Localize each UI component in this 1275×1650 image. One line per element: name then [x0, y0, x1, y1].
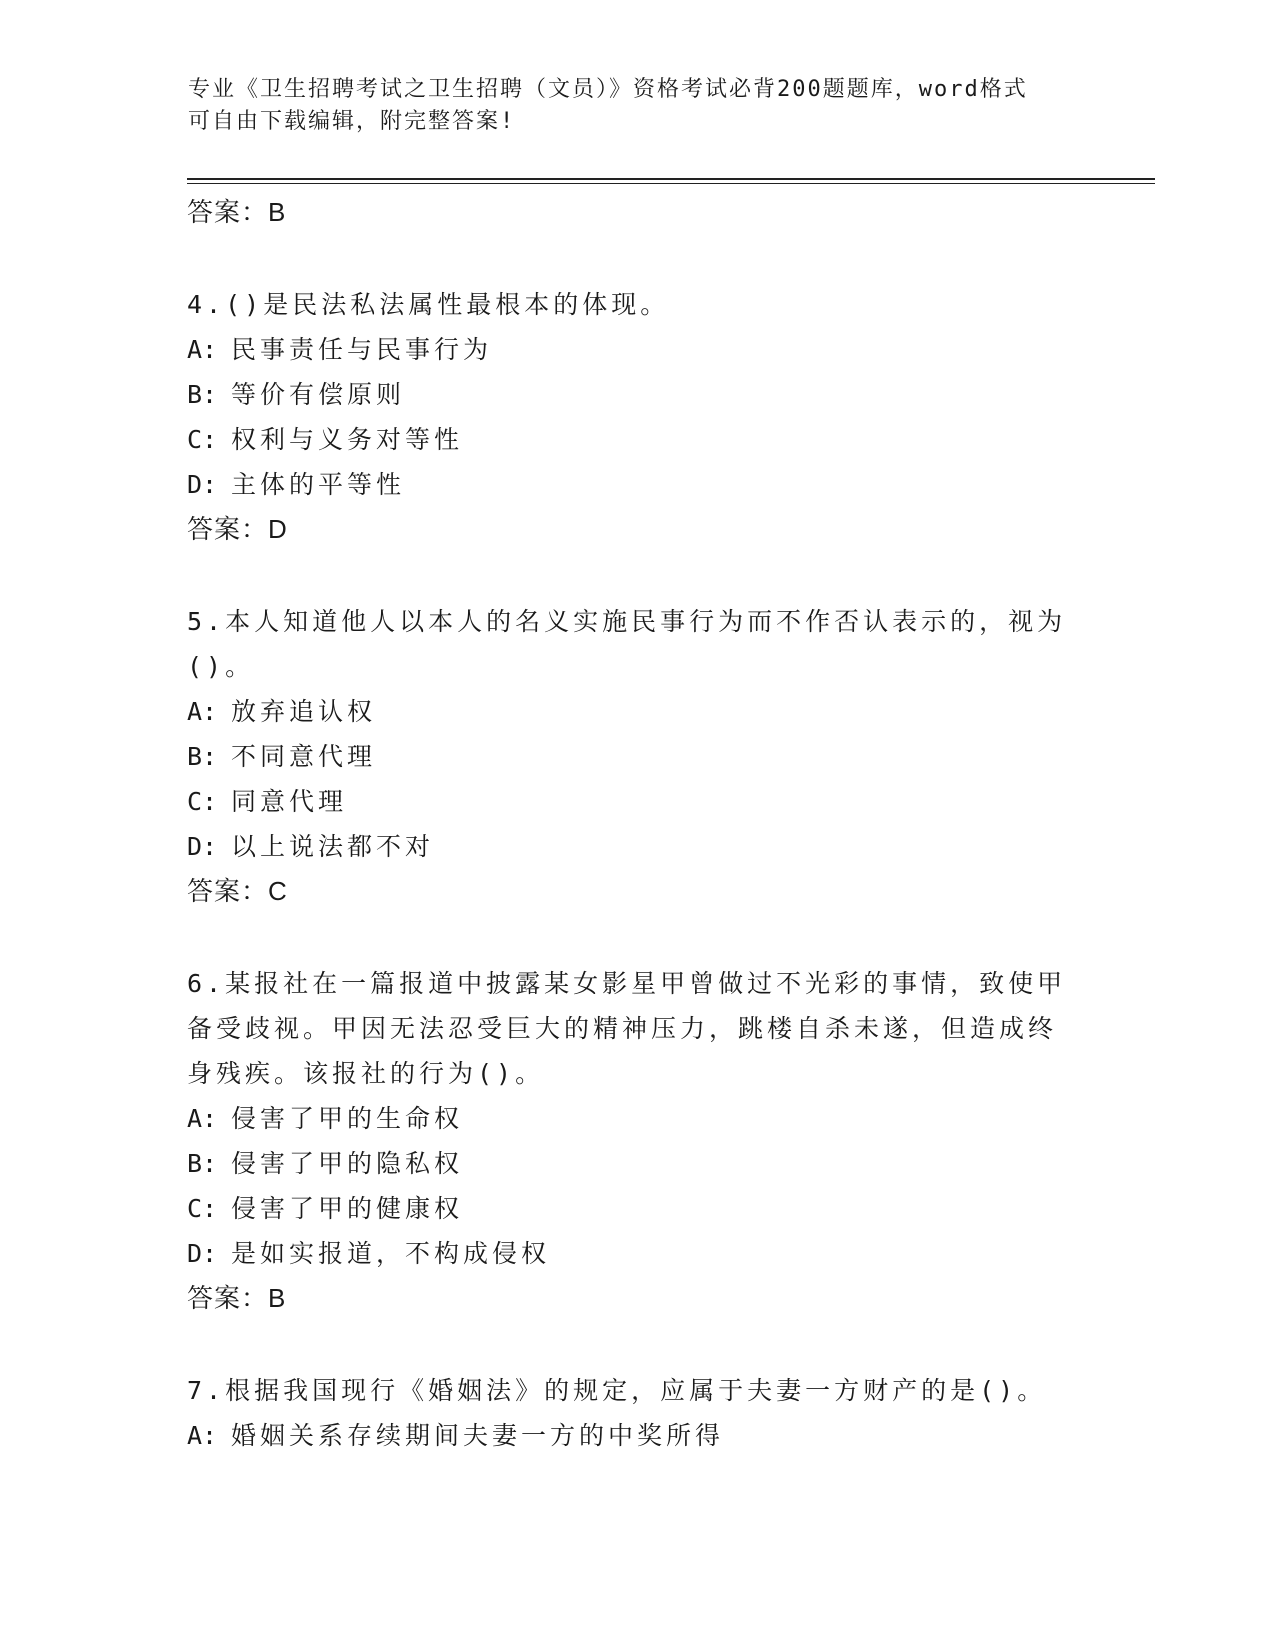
option-d — [187, 824, 1067, 869]
question-stem: 4.()是民法私法属性最根本的体现。 — [187, 290, 670, 319]
option-text: 民事责任与民事行为 — [231, 335, 493, 364]
option-text: 侵害了甲的生命权 — [231, 1104, 464, 1133]
question-block — [187, 1368, 1067, 1458]
answer-line: 答案：D — [187, 514, 288, 544]
option-key: C: — [187, 425, 218, 454]
option-d — [187, 1231, 1067, 1276]
option-text: 不同意代理 — [231, 742, 377, 771]
document-header — [188, 74, 1068, 138]
option-c — [187, 779, 1067, 824]
option-key: B: — [187, 1149, 218, 1178]
option-b — [187, 1141, 1067, 1186]
option-text: 等价有偿原则 — [231, 380, 406, 409]
header-divider-thick — [187, 178, 1155, 180]
option-key: A: — [187, 1104, 218, 1133]
option-text: 侵害了甲的健康权 — [231, 1194, 464, 1223]
option-text: 权利与义务对等性 — [231, 425, 464, 454]
option-key: A: — [187, 1421, 218, 1450]
option-text: 主体的平等性 — [231, 470, 406, 499]
option-key: A: — [187, 335, 218, 364]
option-key: B: — [187, 380, 218, 409]
option-text: 放弃追认权 — [231, 697, 377, 726]
option-text: 是如实报道，不构成侵权 — [231, 1239, 551, 1268]
option-key: D: — [187, 1239, 218, 1268]
option-b — [187, 372, 1067, 417]
option-key: C: — [187, 787, 218, 816]
option-c — [187, 417, 1067, 462]
option-text: 婚姻关系存续期间夫妻一方的中奖所得 — [231, 1421, 725, 1450]
header-divider-thin — [187, 183, 1155, 184]
option-a — [187, 689, 1067, 734]
option-a — [187, 1096, 1067, 1141]
question-stem: 6.某报社在一篇报道中披露某女影星甲曾做过不光彩的事情，致使甲备受歧视。甲因无法忍受巨大的精神压力，跳楼自杀未遂，但造成终身残疾。该报社的行为()。 — [187, 969, 1067, 1088]
header-line-1: 专业《卫生招聘考试之卫生招聘（文员）》资格考试必背200题题库，word格式 — [188, 77, 1028, 102]
option-key: A: — [187, 697, 218, 726]
answer-line: 答案：C — [187, 876, 288, 906]
option-text: 侵害了甲的隐私权 — [231, 1149, 464, 1178]
question-stem: 7.根据我国现行《婚姻法》的规定，应属于夫妻一方财产的是()。 — [187, 1376, 1047, 1405]
option-d — [187, 462, 1067, 507]
option-key: D: — [187, 832, 218, 861]
option-text: 同意代理 — [231, 787, 348, 816]
question-block — [187, 599, 1067, 913]
header-line-2: 可自由下载编辑，附完整答案! — [188, 109, 516, 134]
answer-line: 答案：B — [187, 1283, 287, 1313]
option-text: 以上说法都不对 — [231, 832, 435, 861]
question-stem: 5.本人知道他人以本人的名义实施民事行为而不作否认表示的，视为()。 — [187, 607, 1067, 681]
option-key: B: — [187, 742, 218, 771]
document-body — [187, 190, 1067, 1458]
question-block — [187, 961, 1067, 1320]
option-a — [187, 1413, 1067, 1458]
option-a — [187, 327, 1067, 372]
option-key: D: — [187, 470, 218, 499]
question-block — [187, 282, 1067, 551]
option-c — [187, 1186, 1067, 1231]
option-b — [187, 734, 1067, 779]
option-key: C: — [187, 1194, 218, 1223]
answer-line: 答案：B — [187, 197, 287, 227]
